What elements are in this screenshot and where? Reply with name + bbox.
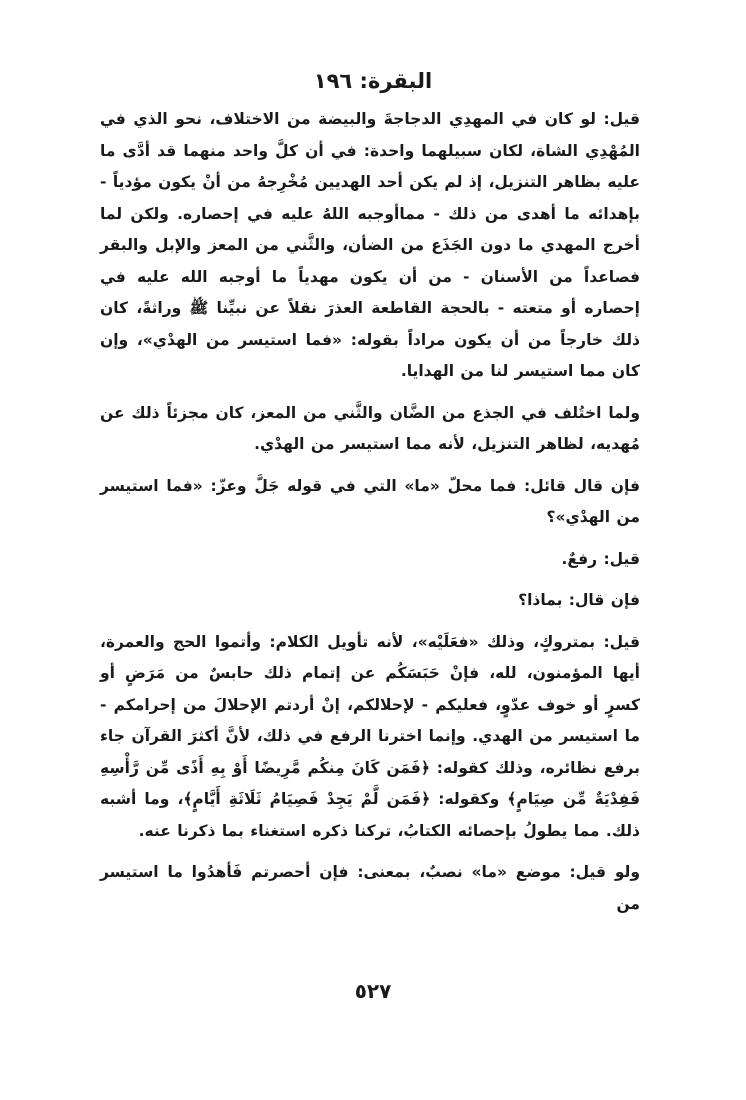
paragraph-nasb: ولو قيل: موضع «ما» نصبٌ، بمعنى: فإن أحصرتم فَأهدُوا ما استيسر من — [100, 863, 640, 913]
paragraph-question-ma: فإن قال قائل: فما محلّ «ما» التي في قوله جَلَّ وعزّ: «فما استيسر من الهدْي»؟ — [100, 476, 640, 526]
page-number: ٥٢٧ — [354, 979, 392, 1003]
paragraph-answer-raf: قيل: رفعٌ. — [561, 549, 640, 568]
running-header: البقرة: ١٩٦ — [313, 69, 433, 93]
paragraph-question-bimadha: فإن قال: بماذا؟ — [518, 591, 640, 609]
paragraph-hady-difference: قيل: لو كان في المهدِي الدجاجةَ والبيضة من الاختلاف، نحو الذي في المُهْدِي الشاة، لكان سبيلهما واحدة: في أن كلَّ واحد منهما قد أدَّى ما عليه بظاهر التنزيل، إذ لم يكن أحد الهديين مُخْرِجهُ من أنْ يكون مؤدياً - بإهدائه ما أهدى من ذلك - مماأوجبه اللهُ عليه في إحصاره. ولكن لما أخرج المهدي ما دون الجَذَع من الضأن، والثَّني من المعز والإبل والبقر فصاعداً من الأسنان - من أن يكون مهدياً ما أوجبه الله عليه في إحصاره أو متعته - بالحجة القاطعة العذرَ نقلاً عن نبيِّنا ﷺ وراثةً، كان ذلك خارجاً من أن يكون مراداً بقوله: «فما استيسر من الهدْي»، وإن كان مما استيسر لنا من الهدايا. — [100, 110, 640, 380]
body-text — [100, 104, 640, 930]
paragraph-answer-matruk: قيل: بمتروكٍ، وذلك «فعَلَيْه»، لأنه تأويل الكلام: وأتموا الحج والعمرة، أيها المؤمنون، لله، فإنْ حَبَسَكُم عن إتمام ذلك حابسٌ من مَرَضٍ أو كسرٍ أو خوف عدّوٍ، فعليكم - لإحلالكم، إنْ أردتم الإحلالَ من إحرامكم - ما استيسر من الهدي. وإنما اخترنا الرفع في ذلك، لأنَّ أكثرَ القرآن جاء برفع نظائره، وذلك كقوله: ﴿فَمَن كَانَ مِنكُم مَّرِيضًا أَوْ بِهِ أَذًى مِّن رَّأْسِهِ فَفِدْيَةٌ مِّن صِيَامٍ﴾ وكقوله: ﴿فَمَن لَّمْ يَجِدْ فَصِيَامُ ثَلَاثَةِ أَيَّامٍ﴾، وما أشبه ذلك. مما يطولُ بإحصائه الكتابُ، تركنا ذكره استغناء بما ذكرنا عنه. — [100, 632, 640, 840]
paragraph-jadha-thani: ولما اختُلف في الجذع من الضَّان والثَّني من المعز، كان مجزئاً ذلك عن مُهديه، لظاهر التنزيل، لأنه مما استيسر من الهدْي. — [100, 403, 640, 453]
